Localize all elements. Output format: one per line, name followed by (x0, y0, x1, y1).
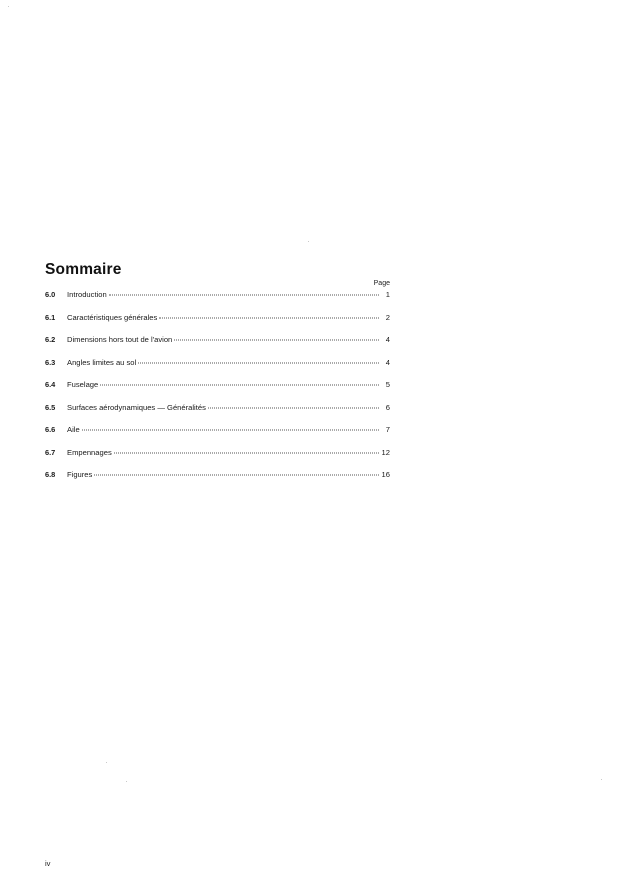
toc-entry-page: 4 (385, 357, 390, 367)
dot-leader (114, 452, 379, 453)
toc-entry-label: Fuselage (67, 380, 99, 389)
toc-entry-number: 6.3 (45, 357, 56, 367)
toc-entry-label: Angles limites au sol (67, 357, 137, 367)
dot-leader (208, 407, 379, 408)
toc-entry-label: Surfaces aérodynamiques — Généralités (67, 402, 206, 412)
toc-entry-number: 6.4 (45, 380, 56, 389)
scan-speck (601, 779, 602, 780)
dot-leader (159, 317, 379, 318)
scan-speck (106, 762, 107, 763)
dot-leader (94, 475, 378, 476)
toc-entry (45, 335, 390, 358)
toc-entry-page: 4 (385, 335, 390, 344)
toc-entry-page: 7 (385, 425, 390, 434)
toc-entry-label: Aile (67, 425, 80, 434)
toc-entry (45, 403, 390, 426)
contents-title: Sommaire (45, 261, 122, 278)
toc-entry-page: 16 (381, 470, 390, 479)
scan-speck (126, 781, 127, 782)
dot-leader (109, 295, 379, 296)
toc-entry-page: 5 (385, 380, 390, 389)
toc-entry-page: 1 (385, 290, 390, 299)
toc-entry (45, 358, 390, 381)
dot-leader (100, 385, 379, 386)
toc-entry (45, 290, 390, 313)
toc-entry-number: 6.2 (45, 335, 56, 344)
toc-entry-number: 6.6 (45, 425, 56, 434)
toc-entry (45, 380, 390, 403)
dot-leader (174, 340, 379, 341)
toc-entry-label: Introduction (67, 290, 107, 299)
toc-entry-number: 6.8 (45, 470, 56, 479)
toc-entry-label: Figures (67, 470, 93, 479)
dot-leader (138, 362, 379, 363)
toc-entry-number: 6.1 (45, 312, 56, 322)
toc-entry-page: 12 (381, 447, 390, 457)
page-column-header: Page (373, 280, 390, 287)
toc-entry (45, 313, 390, 336)
scan-speck (308, 241, 309, 242)
toc-entry-number: 6.0 (45, 290, 56, 299)
toc-entry-number: 6.7 (45, 447, 56, 457)
toc-entry-page: 2 (385, 312, 390, 322)
toc-entry-label: Caractéristiques générales (67, 312, 158, 322)
toc-entry-number: 6.5 (45, 402, 56, 412)
scan-speck (8, 6, 9, 7)
toc-entry-label: Empennages (67, 447, 112, 457)
dot-leader (82, 430, 379, 431)
toc-entry (45, 425, 390, 448)
toc-entry-page: 6 (385, 402, 390, 412)
page-folio: iv (45, 859, 51, 868)
table-of-contents (45, 290, 390, 493)
toc-entry (45, 470, 390, 493)
toc-entry-label: Dimensions hors tout de l'avion (67, 335, 173, 344)
toc-entry (45, 448, 390, 471)
